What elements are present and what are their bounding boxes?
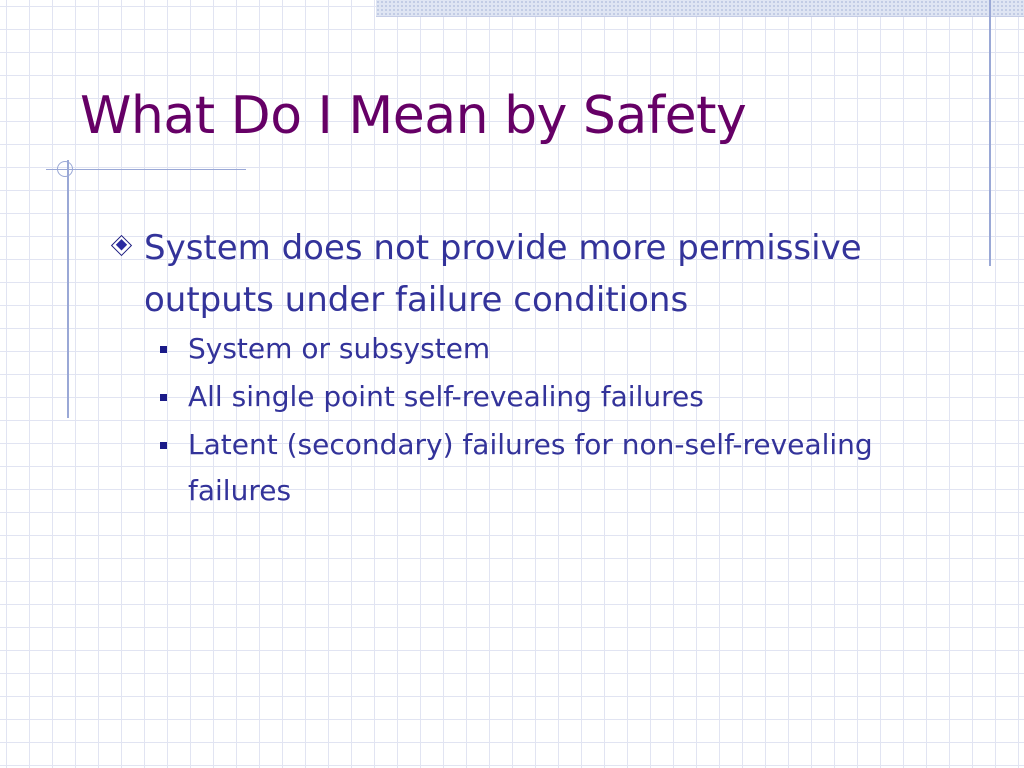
square-bullet-icon bbox=[160, 380, 188, 410]
right-vertical-rule bbox=[989, 0, 991, 266]
sub-bullet-text: All single point self-revealing failures bbox=[188, 380, 704, 413]
left-vertical-rule bbox=[67, 160, 69, 418]
square-bullet-icon bbox=[160, 428, 188, 458]
slide-title: What Do I Mean by Safety bbox=[80, 86, 747, 146]
top-decorative-band bbox=[376, 0, 1024, 17]
diamond-bullet-icon bbox=[108, 226, 144, 266]
sub-bullet-text: System or subsystem bbox=[188, 332, 491, 365]
bullet-text: System does not provide more permissive outputs under failure conditions bbox=[144, 228, 862, 320]
square-bullet-icon bbox=[160, 332, 188, 362]
rule-ring-ornament bbox=[57, 161, 73, 177]
sub-bullet-item bbox=[160, 332, 958, 372]
sub-bullet-text: Latent (secondary) failures for non-self-revealing failures bbox=[188, 428, 873, 507]
sub-bullet-item bbox=[160, 428, 958, 514]
slide-body bbox=[108, 226, 958, 522]
sub-bullet-list bbox=[160, 332, 958, 514]
bullet-item bbox=[108, 226, 958, 326]
title-underline-rule bbox=[46, 169, 246, 170]
sub-bullet-item bbox=[160, 380, 958, 420]
